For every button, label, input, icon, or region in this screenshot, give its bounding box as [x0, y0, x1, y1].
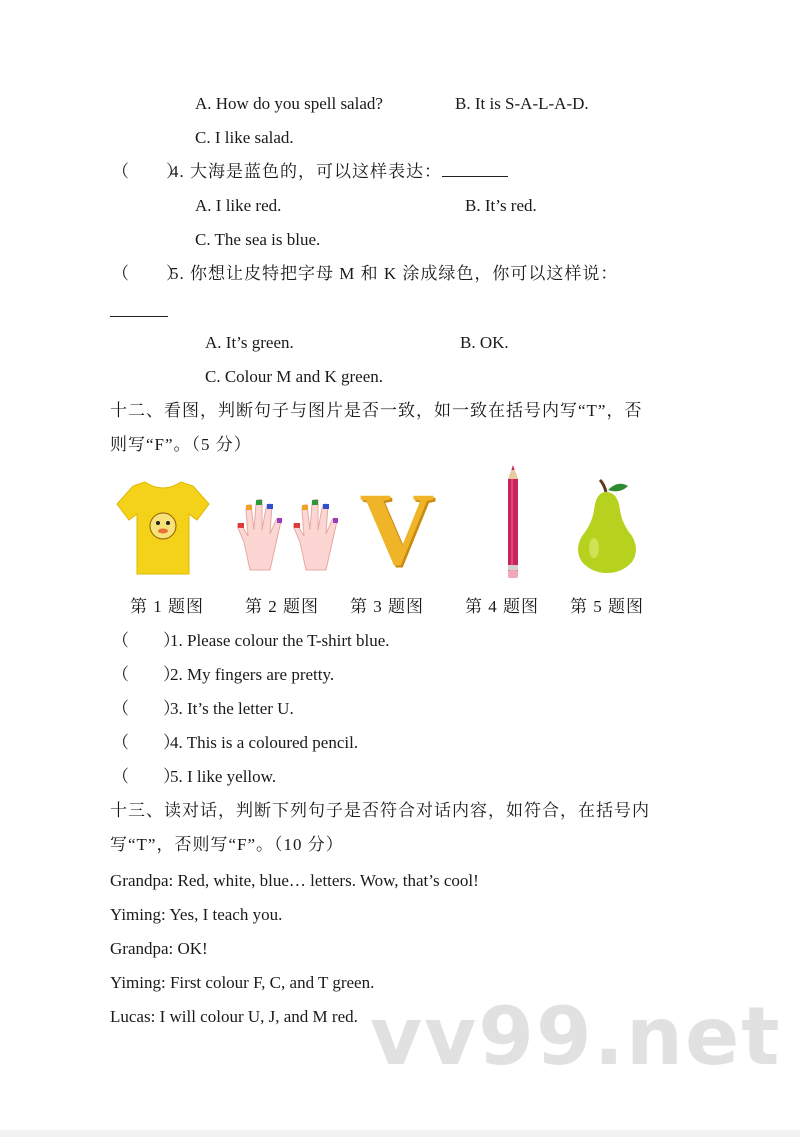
right-hand [293, 500, 338, 571]
pear-body [578, 492, 636, 573]
s12-item-5-paren[interactable]: （ ） [112, 767, 180, 786]
caption-4: 第 4 题图 [465, 597, 539, 616]
section13-heading-line2: 写“T”，否则写“F”。（10 分） [110, 835, 344, 854]
pear-leaf [608, 484, 628, 492]
q4-option-b: B. It’s red. [465, 196, 537, 215]
letter-v-figure [352, 472, 442, 587]
s12-item-3-paren[interactable]: （ ） [112, 699, 180, 718]
s12-item-2 [112, 664, 334, 686]
s12-item-3-text: 3. It’s the letter U. [170, 699, 294, 718]
dialogue-line-5: Lucas: I will colour U, J, and M red. [110, 1007, 358, 1026]
s12-item-1-text: 1. Please colour the T-shirt blue. [170, 631, 390, 650]
duck-beak [158, 529, 168, 534]
caption-5: 第 5 题图 [570, 597, 644, 616]
q3-option-b: B. It is S-A-L-A-D. [455, 94, 589, 113]
s12-item-1 [112, 630, 390, 652]
duck-face [150, 513, 176, 539]
q5-blank [110, 316, 168, 317]
duck-eye-left [156, 521, 160, 525]
section12-heading-line1: 十二、看图，判断句子与图片是否一致，如一致在括号内写“T”，否 [110, 401, 643, 420]
q5-answer-paren[interactable]: （ ） [112, 264, 184, 283]
q4-option-a: A. I like red. [195, 196, 282, 215]
s12-item-1-paren[interactable]: （ ） [112, 631, 180, 650]
q4-answer-paren[interactable]: （ ） [112, 162, 184, 181]
dialogue-line-3: Grandpa: OK! [110, 939, 208, 958]
caption-3: 第 3 题图 [350, 597, 424, 616]
q5-option-c: C. Colour M and K green. [205, 367, 384, 386]
q4-stem: 4. 大海是蓝色的，可以这样表达： [170, 162, 442, 181]
q5-row [112, 263, 618, 285]
s12-item-4-paren[interactable]: （ ） [112, 733, 180, 752]
pencil-figure [505, 465, 521, 580]
q4-blank [442, 162, 508, 177]
pencil-eraser [508, 570, 518, 578]
left-hand [237, 500, 282, 571]
q4-option-c: C. The sea is blue. [195, 230, 321, 249]
q5-option-a: A. It’s green. [205, 333, 294, 352]
watermark: vv99.net [370, 990, 782, 1083]
q3-option-a: A. How do you spell salad? [195, 94, 383, 113]
pear-figure [570, 478, 645, 574]
q5-option-b: B. OK. [460, 333, 509, 352]
s12-item-3 [112, 698, 294, 720]
caption-2: 第 2 题图 [245, 597, 319, 616]
dialogue-line-4: Yiming: First colour F, C, and T green. [110, 973, 375, 992]
s12-item-2-paren[interactable]: （ ） [112, 665, 180, 684]
hands-figure [230, 492, 340, 572]
letter-v-glyph: V [359, 472, 435, 587]
duck-eye-right [166, 521, 170, 525]
section13-heading-line1: 十三、读对话，判断下列句子是否符合对话内容，如符合，在括号内 [110, 801, 650, 820]
tshirt-figure [115, 478, 210, 578]
section12-heading-line2: 则写“F”。（5 分） [110, 435, 252, 454]
caption-1: 第 1 题图 [130, 597, 204, 616]
s12-item-4 [112, 732, 358, 754]
s12-item-5 [112, 766, 276, 788]
s12-item-5-text: 5. I like yellow. [170, 767, 277, 786]
q5-stem: 5. 你想让皮特把字母 M 和 K 涂成绿色，你可以这样说： [170, 264, 619, 283]
pear-stem [600, 480, 606, 492]
q3-option-c: C. I like salad. [195, 128, 294, 147]
dialogue-line-1: Grandpa: Red, white, blue… letters. Wow, that’s cool! [110, 871, 479, 890]
s12-item-2-text: 2. My fingers are pretty. [170, 665, 335, 684]
dialogue-line-2: Yiming: Yes, I teach you. [110, 905, 283, 924]
s12-item-4-text: 4. This is a coloured pencil. [170, 733, 359, 752]
q4-row [112, 161, 508, 183]
